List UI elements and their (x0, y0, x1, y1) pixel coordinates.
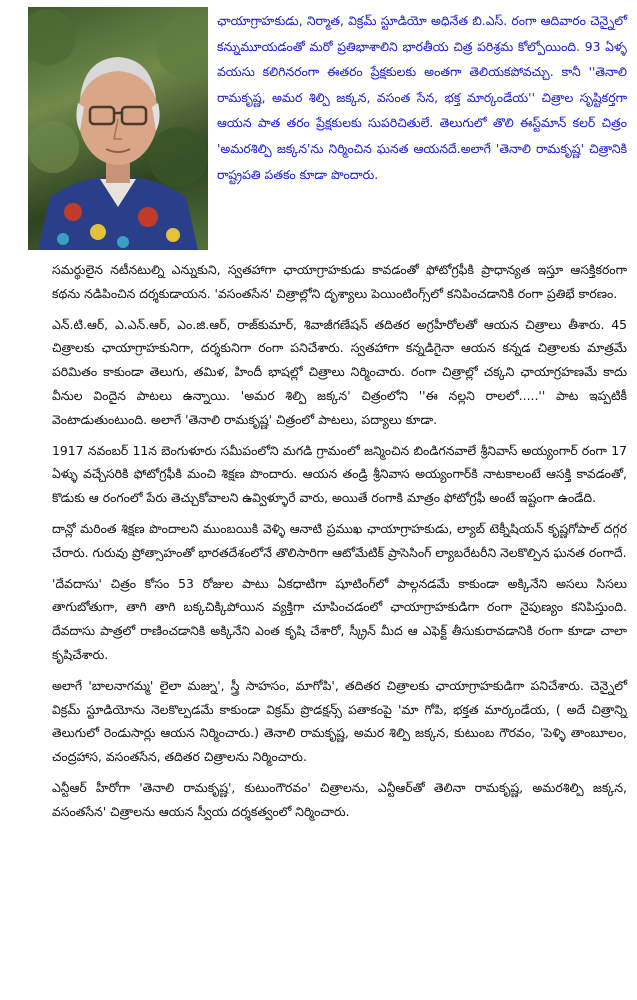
body-paragraph: దాన్లో మరింత శిక్షణ పొందాలని ముంబయికి వెళ్ళి ఆనాటి ప్రముఖ ఛాయాగ్రాహకుడు, ల్యాబ్ టెక్నీషియన్ కృష్ణగోపాల్ దగ్గర చేరారు. గురువు ప్రోత్సాహంతో భారతదేశంలోనే తొలిసారిగా ఆటోమేటిక్ ప్రాసెసింగ్ ల్యాబరేటరీని నెలకొల్పిన ఘనత రంగాదే. (52, 520, 627, 560)
body-paragraph: ఎన్.టి.ఆర్, ఎ.ఎన్.ఆర్, ఎం.జి.ఆర్, రాజ్‌కుమార్, శివాజీగణేషన్ తదితర అగ్రహీరోలతో ఆయన చిత్రాలు తీశారు. 45 చిత్రాలకు ఛాయాగ్రాహకునిగా, దర్శకునిగా రంగా పనిచేశారు. స్వతహాగా కన్నడిగైనా ఆయన కన్నడ చిత్రాలకు మాత్రమే పరిమితం కాకుండా తెలుగు, తమిళ, హిందీ భాషల్లో చిత్రాలు నిర్మించారు. రంగా చిత్రాల్లో చక్కని ఛాయాగ్రహణమే కాదు వీనుల విందైన పాటలు ఉన్నాయి. 'అమర శిల్పి జక్కన' చిత్రంలోని ''ఈ నల్లని రాలలో.....'' పాట ఇప్పటికీ వెంటాడుతుంటుంది. అలాగే 'తెనాలి రామకృష్ణ' చిత్రంలో పాటలు, పద్యాలు కూడా. (52, 316, 627, 427)
body-paragraph: సమర్థులైన నటీనటుల్ని ఎన్నుకుని, స్వతహాగా ఛాయాగ్రాహకుడు కావడంతో ఫోటోగ్రఫీకి ప్రాధాన్యత ఇస్తూ ఆసక్తికరంగా కథను నడిపించిన దర్శకుడాయన. 'వసంతసేన' చిత్రాల్లోని దృశ్యాలు పెయింటింగ్స్‌లో కనిపించడానికి రంగా ప్రతిభే కారణం. (52, 262, 627, 301)
body-paragraph: 1917 నవంబర్ 11న బెంగుళూరు సమీపంలోని మగడి గ్రామంలో జన్మించిన బిండిగనవాలే శ్రీనివాస్ అయ్యంగార్ రంగా 17 ఏళ్ళు వచ్చేసరికి ఫోటోగ్రఫీకి మంచి శిక్షణ పొందారు. ఆయన తండ్రి శ్రీనివాస అయ్యంగార్‌కి నాటకాలంటే ఆసక్తి కావడంతో, కొడుకు ఆ రంగంలో పేరు తెచ్చుకోవాలని ఉవ్విళ్ళూరే వారు, అయితే రంగాకి మాత్రం ఫోటోగ్రఫీ అంటే ఇష్టంగా ఉండేది. (52, 442, 627, 506)
article-body (52, 258, 627, 831)
portrait-illustration (28, 7, 208, 250)
body-paragraph: 'దేవదాసు' చిత్రం కోసం 53 రోజుల పాటు ఏకధాటిగా షూటింగ్‌లో పాల్గనడమే కాకుండా అక్కినేని అసలు సిసలు తాగుబోతుగా, తాగి తాగి బక్కచిక్కిపోయిన వ్యక్తిగా చూపించడంలో ఛాయాగ్రాహకుడిగా రంగా నైపుణ్యం కనిపిస్తుంది. దేవదాసు పాత్రలో రాణించడానికి అక్కినేని ఎంత కృషి చేశారో, స్క్రీన్ మీద ఆ ఎఫెక్ట్ తీసుకురావడానికి రంగా కూడా చాలా కృషిచేశారు. (52, 575, 627, 662)
body-paragraph: అలాగే 'బాలనాగమ్మ' లైలా మజ్ను', స్త్రీ సాహసం, మాగోపి', తదితర చిత్రాలకు ఛాయాగ్రాహకుడిగా పనిచేశారు. చెన్నైలో విక్రమ్ స్టూడియోను నెలకొల్పడమే కాకుండా విక్రమ్ ప్రొడక్షన్స్ పతాకంపై 'మా గోపి, భక్తత మార్కండేయ, ( అదే చిత్రాన్ని తెలుగులో రెండుసార్లు ఆయన నిర్మించారు.) తెనాలి రామకృష్ణ, అమర శిల్పి జక్కన, కుటుంబ గౌరవం, 'పెళ్ళి తాంబూలం, చంద్రహాస, వసంతసేన, తదితర చిత్రాలను నిర్మించారు. (52, 677, 627, 765)
body-paragraph: ఎన్టీఆర్ హీరోగా 'తెనాలి రామకృష్ణ', కుటుంగౌరవం' చిత్రాలను, ఎన్టీఆర్‌తో తెలినా రామకృష్ణ, అమరశిల్పి జక్కన, వసంతసేన' చిత్రాలను ఆయన స్వీయ దర్శకత్వంలో నిర్మించారు. (52, 779, 627, 819)
intro-paragraph: ఛాయాగ్రాహకుడు, నిర్మాత, విక్రమ్ స్టూడియో అధినేత బి.ఎస్. రంగా ఆదివారం చెన్నైలో కన్నుమూయడంతో మరో ప్రతిభాశాలిని భారతీయ చిత్ర పరిశ్రమ కోల్పోయింది. 93 ఏళ్ళ వయసు కలిగినరంగా ఈతరం ప్రేక్షకులకు అంతగా తెలియకపోవచ్చు. కానీ ''తెనాలి రామకృష్ణ, అమర శిల్పి జక్కన, వసంత సేన, భక్త మార్కండేయ'' చిత్రాల సృష్టికర్తగా ఆయన పాత తరం ప్రేక్షకులకు సుపరిచితులే. తెలుగులో తొలి ఈస్ట్‌మాన్ కలర్ చిత్రం 'అమరశిల్పి జక్కన'ను నిర్మించిన ఘనత ఆయనదే.అలాగే 'తెనాలి రామకృష్ణ' చిత్రానికి రాష్ట్రపతి పతకం కూడా పొందారు. (217, 13, 627, 182)
portrait-photo (28, 7, 208, 250)
